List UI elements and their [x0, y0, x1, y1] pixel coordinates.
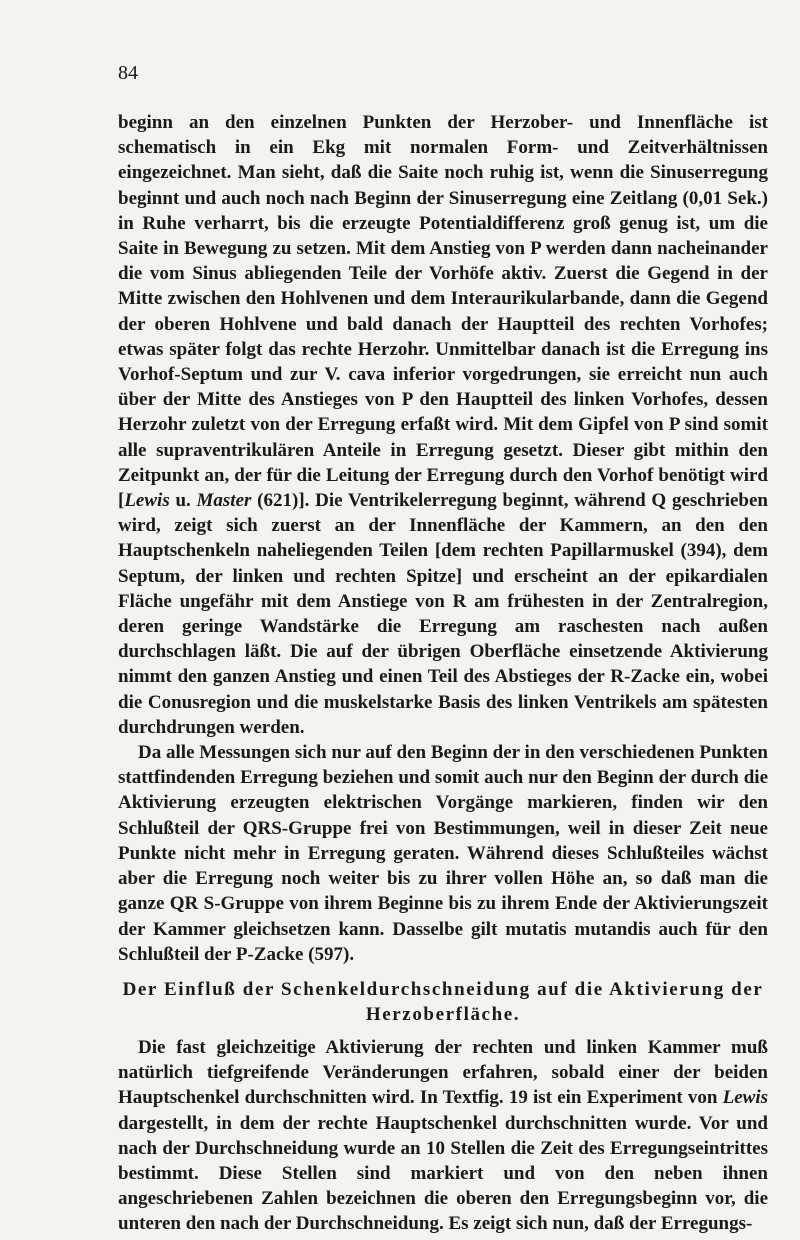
- author-lewis-2: Lewis: [722, 1087, 768, 1109]
- body-text: [118, 110, 768, 1237]
- paragraph-3-text-b: dargestellt, in dem der rechte Hauptschenkel durchschnitten wurde. Vor und nach der Durchschneidung wurde an 10 Stellen die Zeit des Erregungseintrittes bestimmt. Diese Stellen sind markiert und von den neben ihnen angeschriebenen Zahlen bezeichnen die oberen den Erregungsbeginn vor, die unteren den nach der Durchschneidung. Es zeigt sich nun, daß der Erregungs-: [118, 1112, 768, 1235]
- author-lewis: Lewis: [124, 490, 170, 512]
- paragraph-1: [118, 110, 768, 740]
- paragraph-3: [118, 1035, 768, 1237]
- paragraph-1-text-b: (621)]. Die Ventrikelerregung beginnt, während Q geschrieben wird, zeigt sich zuerst an der Innenfläche der Kammern, an den den Hauptschenkeln naheliegenden Teilen [dem rechten Papillarmuskel (394), dem Septum, der linken und rechten Spitze] und erscheint an der epikardialen Fläche ungefähr mit dem Anstiege von R am frühesten in der Zentralregion, deren geringe Wandstärke die Erregung am raschesten nach außen durchschlagen läßt. Die auf der übrigen Oberfläche einsetzende Aktivierung nimmt den ganzen Anstieg und einen Teil des Abstieges der R-Zacke ein, wobei die Conusregion und die muskelstarke Basis des linken Ventrikels am spätesten durchdrungen werden.: [118, 490, 768, 738]
- paragraph-3-text-a: Die fast gleichzeitige Aktivierung der rechten und linken Kammer muß natürlich tiefgreifende Veränderungen erfahren, sobald einer der beiden Hauptschenkel durchschnitten wird. In Textfig. 19 ist ein Experiment von: [118, 1036, 768, 1109]
- author-master: Master: [196, 490, 252, 512]
- paragraph-1-text-a: beginn an den einzelnen Punkten der Herzober- und Innenfläche ist schematisch in ein Ekg mit normalen Form- und Zeitverhältnissen eingezeichnet. Man sieht, daß die Saite noch ruhig ist, wenn die Sinuserregung beginnt und auch noch nach Beginn der Sinuserregung eine Zeitlang (0,01 Sek.) in Ruhe verharrt, bis die erzeugte Potentialdifferenz groß genug ist, um die Saite in Bewegung zu setzen. Mit dem Anstieg von P werden dann nacheinander die vom Sinus abliegenden Teile der Vorhöfe aktiv. Zuerst die Gegend in der Mitte zwischen den Hohlvenen und dem Interaurikularbande, dann die Gegend der oberen Hohlvene und bald danach der Hauptteil des rechten Vorhofes; etwas später folgt das rechte Herzohr. Unmittelbar danach ist die Erregung ins Vorhof-Septum und zur V. cava inferior vorgedrungen, sie erreicht nun auch über der Mitte des Anstieges von P den Hauptteil des linken Vorhofes, dessen Herzohr zuletzt von der Erregung erfaßt wird. Mit dem Gipfel von P sind somit alle supraventrikulären Anteile in Erregung gesetzt. Dieser gibt mithin den Zeitpunkt an, der für die Leitung der Erregung durch den Vorhof benötigt wird [: [118, 112, 768, 512]
- section-heading: Der Einfluß der Schenkeldurchschneidung auf die Aktivierung der Herzoberfläche.: [122, 978, 764, 1025]
- paragraph-1-joiner: u.: [169, 490, 197, 512]
- page-number: 84: [118, 62, 138, 84]
- paragraph-2: Da alle Messungen sich nur auf den Beginn der in den verschiedenen Punkten stattfindenden Erregung beziehen und somit auch nur den Beginn der durch die Aktivierung erzeugten elektrischen Vorgänge markieren, finden wir den Schlußteil der QRS-Gruppe frei von Bestimmungen, weil in dieser Zeit neue Punkte nicht mehr in Erregung geraten. Während dieses Schlußteiles wächst aber die Erregung noch weiter bis zu ihrer vollen Höhe an, so daß man die ganze QR S-Gruppe von ihrem Beginne bis zu ihrem Ende der Aktivierungszeit der Kammer gleichsetzen kann. Dasselbe gilt mutatis mutandis auch für den Schlußteil der P-Zacke (597).: [118, 742, 768, 965]
